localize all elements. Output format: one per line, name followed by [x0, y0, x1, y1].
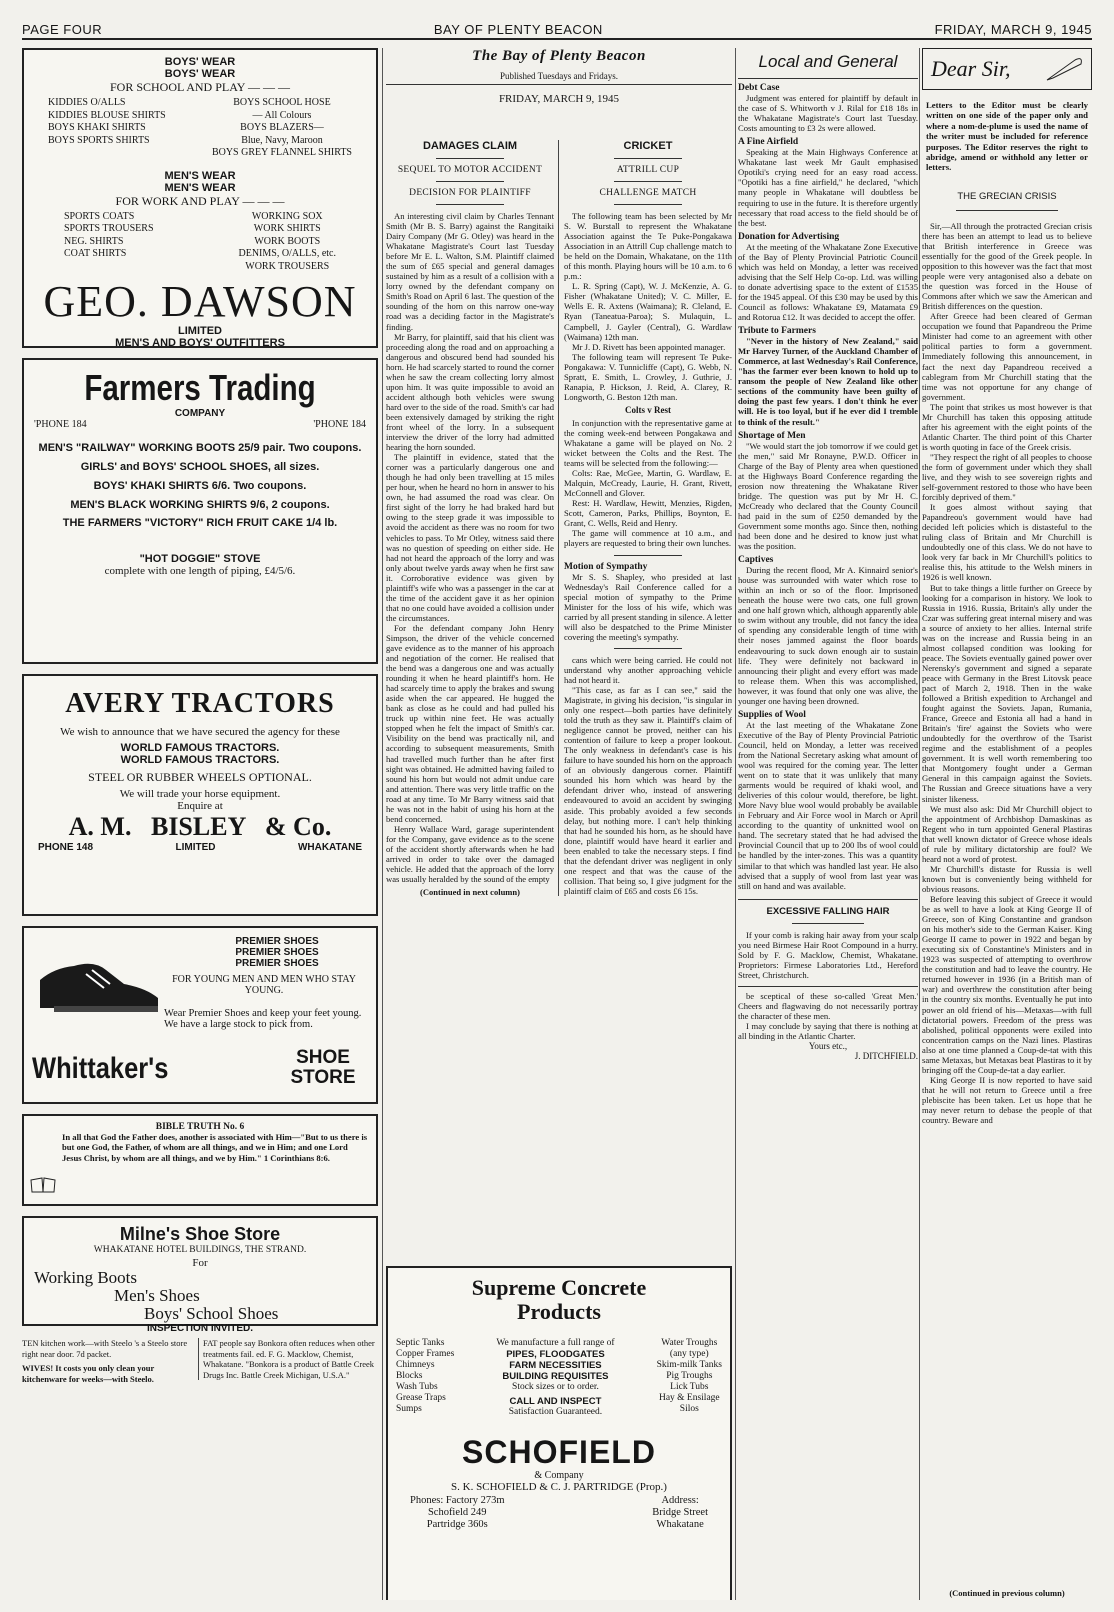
- list-item: Address:: [661, 1495, 699, 1506]
- milne-address: WHAKATANE HOTEL BUILDINGS, THE STRAND.: [93, 1245, 307, 1255]
- steelo-ad: [22, 1338, 190, 1384]
- paragraph: Henry Wallace Ward, garage superintendent for the Company, gave evidence as to the scene of the accident shortly afterwards when he had arrived in order to take over the damaged vehicle. He added that the approach of the lorry was usually heralded by the sound of the empty: [386, 823, 554, 885]
- article-sub: ATTRILL CUP: [616, 165, 680, 175]
- article-title: CRICKET: [623, 140, 673, 152]
- paragraph: Mr S. S. Shapley, who presided at last Wednesday's Rail Conference called for a special motion of sympathy to the Prime Minister for the loss of his wife, which was carried by all present standing in silence. A letter will also be despatched to the Prime Minister covering the meeting's sympathy.: [564, 571, 732, 642]
- shoe-icon: [34, 940, 164, 1020]
- section-heading: Shortage of Men: [738, 430, 806, 441]
- list-item: SPORTS COATS: [64, 210, 135, 222]
- hair-heading: EXCESSIVE FALLING HAIR: [766, 905, 890, 917]
- section-heading: Donation for Advertising: [738, 231, 840, 242]
- list-item: Hay & Ensilage: [658, 1393, 720, 1403]
- bible-text: In all that God the Father does, another is associated with Him—"But to us there is but one God, the Father, of whom are all things, and we in Him; and one Lord Jesus Christ, by whom are all things, and we by Him." 1 Corinthians 8:6.: [62, 1132, 368, 1163]
- list-item: WORK SHIRTS: [253, 223, 321, 234]
- milne-line1: Working Boots: [34, 1268, 137, 1287]
- avery-title: AVERY TRACTORS: [65, 688, 335, 719]
- premier-line: PREMIER SHOES: [235, 947, 319, 958]
- men-left-list: [64, 211, 154, 274]
- banner-text: Dear Sir,: [931, 56, 1011, 81]
- bisley-name: A. M. BISLEY & Co.: [68, 812, 332, 841]
- schofield-co: & Company: [534, 1470, 584, 1481]
- whittaker-name: Whittaker's: [32, 1052, 169, 1085]
- paragraph: During the recent flood, Mr A. Kinnaird senior's house was surrounded with water which rose to within an inch or so of the floor. Imprisoned beneath the house were two cats, one full grown and one half grown which, although apparently able to swim without any trouble, did not fancy the idea of spending any considerable length of time with their noses jammed against the floor boards endeavouring to suck down enough air to sustain life. They were definitely not backward in announcing their plight and every effort was made to release them. When this was accomplished, however, it was found that only one was alive, the younger one having been drowned.: [738, 565, 918, 706]
- men-title: MEN'S WEAR: [164, 169, 236, 182]
- list-item: KIDDIES BLOUSE SHIRTS: [48, 109, 166, 121]
- list-item: Blue, Navy, Maroon: [241, 134, 323, 146]
- section-heading: Captives: [738, 555, 774, 566]
- colts-heading: Colts v Rest: [625, 404, 671, 415]
- whittaker-ad: [22, 926, 378, 1104]
- paragraph: Rest: H. Wardlaw, Hewitt, Menzies, Rigden, Scott, Cameron, Parks, Phillips, Boynton, E. Grant, C. Wells, Reid and Henry.: [564, 498, 732, 529]
- men-right-list: [239, 211, 337, 274]
- schofield-address: [652, 1495, 708, 1531]
- list-item: Pig Troughs: [666, 1371, 713, 1381]
- concrete-title: Supreme Concrete Products: [471, 1275, 647, 1324]
- list-item: Silos: [679, 1404, 699, 1414]
- paragraph: For the defendant company John Henry Simpson, the driver of the vehicle concerned gave evidence as to the manner of his approach and negotiation of the corner. He realised that the bend was a dangerous one and was actually rounding it when he heard plaintiff's horn. He had scarcely time to apply the brakes and swung aside when the car appeared. He hugged the bank as close as he could and had pulled his truck up within nine feet. He was actually stopped when he felt the impact of Smith's car. Visibility on the bend was practically nil, and according to subsequent measurements, Smith had travelled much further than he after first sight was obtained. He admitted having failed to sound his horn but would not admit undue care and attention. There was very little traffic on the road at any time. To Mr Barry witness said that he was not in the habit of using his horn at the bend concerned.: [386, 622, 554, 824]
- list-item: We manufacture a full range of: [496, 1338, 615, 1348]
- supreme-concrete-ad: [386, 1266, 732, 1600]
- paragraph: At the meeting of the Whakatane Zone Executive of the Bay of Plenty Provincial Patriotic Council which was held on Monday, a letter was received advising that the Self Help Co-op. Ltd. was willing to donate advertising space to the extent of £1535 for the 1945 appeal. Of this £30 may be used by this Council as follows: Whakatane £9, Matamata £9 and Rotorua £12. It was decided to accept the offer.: [738, 241, 918, 323]
- news-column: [386, 48, 732, 1600]
- damages-article: [386, 140, 554, 897]
- bible-title: BIBLE TRUTH No. 6: [155, 1122, 245, 1132]
- dawson-limited: LIMITED: [178, 325, 222, 337]
- dawson-name: GEO. DAWSON: [43, 277, 357, 326]
- paragraph: The following team has been selected by Mr S. W. Burstall to represent the Whakatane Association against the Te Puke-Pongakawa Association in an Attrill Cup challenge match to be held on the Domain, Whakatane, on the 11th of this month. Playing hours will be 10 a.m. to 6 p.m.:: [564, 211, 732, 282]
- list-item: WORK BOOTS: [254, 235, 321, 247]
- list-item: Phones: Factory 273m: [410, 1495, 505, 1506]
- section-heading: Supplies of Wool: [738, 709, 806, 720]
- avery-world: WORLD FAMOUS TRACTORS.: [120, 742, 280, 754]
- article-sub2: DECISION FOR PLAINTIFF: [409, 188, 531, 198]
- list-item: Whakatane: [656, 1519, 704, 1530]
- paragraph: The plaintiff in evidence, stated that the corner was a particularly dangerous one and though he had only been travelling at 15 miles per hour, when he heard no horn in answer to his own, he had assumed the road was clear. On first sight of the lorry he had braked hard but owing to the steep grade it was impossible to avoid the accident as there was no room for two vehicles to pass. To Mr Otley, witness said there was no question of speeding on either side. He had not heard the approach of the lorry and was only about twelve yards away when he first saw it. Corroborative evidence was given by plaintiff's wife who was a passenger in the car at the time of the accident gave it as her opinion that no one could have avoided a collision under the circumstances.: [386, 452, 554, 623]
- schofield-phones: [410, 1495, 505, 1531]
- section-heading: A Fine Airfield: [738, 137, 799, 148]
- article-sub2: CHALLENGE MATCH: [599, 188, 697, 198]
- bisley-limited: LIMITED: [175, 842, 216, 853]
- farmers-title: Farmers Trading: [84, 367, 316, 408]
- sympathy-heading: Motion of Sympathy: [564, 561, 648, 572]
- shoe-word: SHOE: [296, 1047, 350, 1068]
- paragraph: I may conclude by saying that there is nothing at all binding in the Atlantic Charter.: [738, 1021, 918, 1042]
- list-item: Schofield 249: [427, 1507, 487, 1518]
- list-item: Grease Traps: [396, 1393, 446, 1403]
- milne-ad: [22, 1216, 378, 1334]
- list-item: — All Colours: [252, 109, 312, 121]
- letter-signature: J. DITCHFIELD.: [854, 1051, 918, 1062]
- bisley-phone: PHONE 148: [38, 842, 94, 853]
- paragraph: Judgment was entered for plaintiff by default in the case of S. Whitworth v J. Rilal for £18 18s in the Whakatane Magistrate's Court last Tuesday. Costs amounting to £3 2s were allowed.: [738, 93, 918, 134]
- boys-title: BOYS' WEAR: [164, 56, 236, 68]
- paragraph: be sceptical of these so-called 'Great Men.' Cheers and flagwaving do not necessarily portray the character of these men.: [738, 990, 918, 1021]
- milne-line2: Men's Shoes: [114, 1286, 200, 1305]
- paragraph: "We would start the job tomorrow if we could get the men," said Mr Ronayne, P.W.D. Officer in Charge of the Bay of Plenty area when questioned at the Highways Board Conference regarding the erosion now threatening the Whakatane River bridge. The question was put by Mr H. C. McCready who declared that the County Council had paid in the sum of £250 demanded by the Government some months ago. Since then, nothing had been done and he desired to know just what was the position.: [738, 440, 918, 552]
- list-item: Skim-milk Tanks: [656, 1360, 722, 1370]
- farmers-line: MEN'S "RAILWAY" WORKING BOOTS 25/9 pair. Two coupons.: [38, 442, 362, 454]
- list-item: Blocks: [396, 1371, 423, 1381]
- paragraph: Mr Barry, for plaintiff, said that his client was proceeding along the road and on approaching a dangerous and obscured bend had sounded his horn. He had scarcely started to round the corner when he saw the cream collecting lorry almost upon him. It was quite impossible to avoid an accident although both vehicles were swung hard over to the side of the road. Smith's car had been extensively damaged by striking the right front wheel of the lorry. In a subsequent interview the driver of the lorry had admitted hearing the horn sounded.: [386, 331, 554, 453]
- paragraph: L. R. Spring (Capt), W. J. McKenzie, A. G. Fisher (Whakatane United); V. C. Miller, E. Wells E. R. Axtens (Waimana); R. Cleland, E. Ryan (Taneatua-Paroa); S. Mulaquin, L. Campbell, J. Gayler (Central), G. Wardlaw (Waimana) 12th man.: [564, 281, 732, 342]
- list-item: Chimneys: [396, 1360, 435, 1370]
- local-title: Local and General: [758, 52, 898, 71]
- avery-tractors-ad: [22, 674, 378, 916]
- phone-left: 'PHONE 184: [34, 419, 87, 430]
- list-item: PIPES, FLOODGATES: [506, 1349, 605, 1360]
- steelo-text: TEN kitchen work—with Steelo 's a Steelo store right near door. 7d packet.: [22, 1338, 188, 1359]
- paragraph: "This case, as far as I can see," said the Magistrate, in giving his decision, "is singular in only one respect—both parties have definitely told the truth as they saw it. Plaintiff's claim of negligence cannot be proved, neither can his contention of failure to keep a proper lookout. The only weakness in defendant's case is his failure to have sounded his horn on the approach of an obviously dangerous corner. Plaintiff sounded his horn which was heard by the defendant driver who, instead of answering endeavoured to avoid an accident by swinging aside. This probably avoided a few seconds delay, but nothing more. I can't help thinking that had he sounded his horn, as he should have done, plaintiff would have heard it earlier and been enabled to take the necessary steps. I find that the defendant driver was negligent in only one respect and that was the cause of the collision. That being so, I give judgment for the plaintiff claim of £65 and costs £6 15s.: [564, 684, 732, 896]
- dawson-ad: [22, 48, 378, 348]
- boys-left-list: [48, 97, 166, 160]
- bonkora-text: FAT people say Bonkora often reduces when other treatments fail. ed. F. G. Macklow, Chemist, Whakatane. "Bonkora is a product of Battle Creek Drugs Inc. Battle Creek Michigan, U.S.A.": [203, 1338, 375, 1380]
- boys-right-list: [212, 97, 352, 160]
- list-item: Partridge 360s: [426, 1519, 488, 1530]
- list-item: (any type): [669, 1349, 709, 1359]
- paragraph: We must also ask: Did Mr Churchill object to the appointment of Archbishop Damaskinas as Regent who in turn appointed General Plastiras that well known dictator of Greece whose ideals of rule by military dictatorship are foul? We heard not a word of protest.: [922, 803, 1092, 864]
- paragraph: The following team will represent Te Puke-Pongakawa: V. Tunnicliffe (Capt), G. Webb, N. Spratt, E. Smith, L. Crowley, J. Guthrie, J. Ranapia, P. Hickson, J. Reid, A. Clarey, R. Longworth, G. Beston 12th man.: [564, 351, 732, 402]
- farmers-company: COMPANY: [174, 408, 226, 419]
- steelo-wives: WIVES! It costs you only clean your kitchenware for weeks—with Steelo.: [22, 1363, 155, 1384]
- schofield-name: SCHOFIELD: [462, 1434, 656, 1470]
- milne-for: For: [192, 1257, 208, 1269]
- continued-note: (Continued in previous column): [922, 1588, 1092, 1598]
- farmers-trading-ad: [22, 358, 378, 664]
- list-item: Stock sizes or to order.: [512, 1382, 599, 1392]
- publication-note: Published Tuesdays and Fridays.: [499, 71, 618, 81]
- article-sub: SEQUEL TO MOTOR ACCIDENT: [397, 165, 543, 175]
- paragraph: It goes almost without saying that Papandreou's government would have had decided left policies which is distasteful to the ruling class of Britain and Mr Churchill is undoubtedly one of this class. We do not have to look very far back in Mr Churchill's politics to realise this, his attitude to the Welsh miners in 1926 is well known.: [922, 502, 1092, 583]
- letter-body: [922, 221, 1092, 1125]
- avery-wheels: STEEL OR RUBBER WHEELS OPTIONAL.: [88, 770, 312, 784]
- list-item: Lick Tubs: [670, 1382, 709, 1392]
- bisley-place: WHAKATANE: [297, 842, 362, 853]
- boys-sub: FOR SCHOOL AND PLAY — — —: [109, 80, 291, 94]
- letters-note: Letters to the Editor must be clearly written on one side of the paper only and where a nom-de-plume is used the name of the writer must be included for reference purposes. The Editor reserves the right to abridge, amend or withhold any letter or letters.: [926, 100, 1088, 173]
- list-item: Bridge Street: [652, 1507, 708, 1518]
- list-item: FARM NECESSITIES: [509, 1360, 602, 1371]
- dear-sir-banner: [922, 48, 1092, 90]
- paper-name: BAY OF PLENTY BEACON: [433, 22, 603, 37]
- section-heading: Debt Case: [738, 83, 780, 93]
- paragraph: Mr Churchill's distaste for Russia is well known but is conveniently being withheld for obvious reasons.: [922, 863, 1092, 894]
- list-item: KIDDIES O/ALLS: [48, 97, 126, 108]
- paragraph: The game will commence at 10 a.m., and players are requested to bring their own lunches.: [564, 528, 732, 549]
- whittaker-wear: Wear Premier Shoes and keep your feet young. We have a large stock to pick from.: [164, 1008, 362, 1030]
- list-item: WORKING SOX: [251, 210, 323, 222]
- paragraph: But to take things a little further on Greece by looking for a comparison in history. We look to Russia in 1916. Russia, Britain's ally under the Czar was suffering great internal misery and was a source of anxiety to her allies. Internal strife was on the increase and Russia being in an almost collapsed condition was looking for peace. The Soviets eventually gained power over Nerensky's government and signed a separate peace with Germany in the Brest Litovsk peace pact of March 2, 1918. Then in the wake followed a British expedition to Archangel and fought against the Soviets. Japan, Rumania, France, Greece and Estonia all had a hand in Britain's 'fire' against the Soviets who were undoubtedly for the overthrow of the Tsarist regime and the establishment of a peoples government. It is well worth remembering too that Montgomery fought under a German General in this campaign against the Soviets. The Russian and Greece situations have a very sinister likeness.: [922, 582, 1092, 804]
- stove-title: "HOT DOGGIE" STOVE: [139, 553, 261, 565]
- cricket-article: [558, 140, 732, 896]
- store-word: STORE: [290, 1067, 356, 1088]
- men-sub: FOR WORK AND PLAY — — —: [115, 193, 285, 208]
- paragraph: Sir,—All through the protracted Grecian crisis there has been an attempt to lead us to believe that British interference in Greece was essentially for the good of the Greek people. In opposition to this however was the fact that most people were very antagonised also a debate on the question was forced in the House of Commons after which we saw the American and British differences on the question.: [922, 220, 1092, 312]
- list-item: BOYS SPORTS SHIRTS: [48, 134, 150, 146]
- paragraph: The point that strikes us most however is that Mr Churchill has taken this opposing attitude after his agreement with the eight points of the Atlantic Charter. The third point of this Charter is worth quoting in face of the Greek crisis.: [922, 401, 1092, 452]
- page-header: [22, 22, 1092, 40]
- list-item: NEG. SHIRTS: [64, 235, 124, 247]
- concrete-mid: [495, 1338, 615, 1418]
- premier-line: PREMIER SHOES: [235, 958, 319, 969]
- list-item: BOYS SCHOOL HOSE: [233, 97, 331, 108]
- whittaker-for: FOR YOUNG MEN AND MEN WHO STAY YOUNG.: [172, 974, 356, 996]
- section-heading: Tribute to Farmers: [738, 326, 816, 337]
- list-item: BUILDING REQUISITES: [502, 1371, 609, 1382]
- continued-note: (Continued in next column): [420, 887, 520, 898]
- letter-title: THE GRECIAN CRISIS: [957, 190, 1057, 202]
- farmers-line: THE FARMERS "VICTORY" RICH FRUIT CAKE 1/4 lb.: [62, 517, 338, 529]
- paragraph: After Greece had been cleared of German occupation we found that Papandreou the Prime Minister had come to an agreement with other political parties to form a government. Immediately following this announcement, in fact the next day Papandreou received a cablegram from Mr Churchill stating that the time was not opportune for any change of government.: [922, 311, 1092, 402]
- paragraph: An interesting civil claim by Charles Tennant Smith (Mr B. S. Barry) against the Rangitaiki Dairy Company (Mr G. Otley) was heard in the Whakatane Magistrate's Court last Tuesday before Mr E. L. Walton, S.M. Plaintiff claimed the sum of £65 special and general damages sustained by him as a result of a collision with a lorry owned by the defendant company on Smith's Road on April 6 last. The question of the sounding of the horn on this narrow one-way road was a deciding factor in the Magistrate's finding.: [386, 211, 554, 332]
- list-item: CALL AND INSPECT: [509, 1396, 602, 1407]
- milne-inspection: INSPECTION INVITED.: [146, 1323, 254, 1334]
- milne-title: Milne's Shoe Store: [119, 1224, 281, 1244]
- list-item: SPORTS TROUSERS: [64, 223, 154, 234]
- paragraph: Colts: Rae, McGee, Martin, G. Wardlaw, E. Malquin, McCready, Laurie, H. Grant, Rivett, McConnell and Glover.: [564, 468, 732, 499]
- stove-sub: complete with one length of piping, £4/5/6.: [104, 565, 296, 577]
- paragraph: King George II is now reported to have said that he will not return to Greece until a free plebiscite has been taken. Let us hope that he may never return to debase the people of that country. Beware and: [922, 1074, 1092, 1126]
- local-items: [738, 83, 918, 891]
- shoe-store: [280, 1048, 366, 1088]
- masthead: The Bay of Plenty Beacon: [472, 48, 646, 64]
- paragraph: "Never in the history of New Zealand," said Mr Harvey Turner, of the Auckland Chamber of Commerce, at last Wednesday's Rail Conference, "has the farmer ever been known to hold up to ransom the people of New Zealand like other sections of the community have been guilty of doing the past few years. I don't think he ever will. He is too loyal, but if he ever did I tremble to think of the result.": [738, 336, 918, 427]
- premier-line: PREMIER SHOES: [235, 936, 319, 947]
- avery-trade: We will trade your horse equipment.: [119, 788, 281, 800]
- bible-truth-ad: [22, 1114, 378, 1206]
- list-item: COAT SHIRTS: [64, 248, 127, 259]
- letters-column: [922, 48, 1092, 1600]
- hair-ad-text: If your comb is raking hair away from your scalp you need Birmese Hair Root Compound in a hurry. Sold by F. G. Macklow, Chemist, Whakatane. Proprietors: Firmese Laboratories Ltd., Hereford Street, Christchurch.: [738, 929, 918, 980]
- list-item: BOYS KHAKI SHIRTS: [48, 122, 146, 133]
- paragraph: In conjunction with the representative game at the coming week-end between Pongakawa and Whakatane a game will be played on No. 2 wicket between the Colts and the Rest. The teams will be selected from the following:—: [564, 417, 732, 469]
- list-item: Copper Frames: [396, 1349, 455, 1359]
- paragraph: Mr J. D. Rivett has been appointed manager.: [572, 341, 726, 352]
- paragraph: cans which were being carried. He could not understand why another approaching vehicle had not heard it.: [564, 654, 732, 685]
- list-item: WORK TROUSERS: [245, 260, 330, 272]
- avery-enquire: Enquire at: [177, 800, 223, 812]
- list-item: Sumps: [396, 1404, 422, 1414]
- bonkora-ad: [198, 1338, 378, 1380]
- avery-intro: We wish to announce that we have secured the agency for these: [60, 726, 340, 738]
- paragraph: At the last meeting of the Whakatane Zone Executive of the Bay of Plenty Provincial Patriotic Council, held on Monday, a letter was received from the National Secretary asking what amount of wool was required for the coming year. The letter went on to state that it was unlikely that many garments would be required of khaki wool, and deliveries of this colour would, therefore, be light. More Navy blue wool would probably be available in February and Air Force wool in March or April according to the quantity of unknitted wool on hand. The secretary stated that he had advised the Provincial Council that up to 200 lbs of wool could be handled by the inter-zones. This was a quantity similar to that which was handled last year. He also advised that a supply of wool from last year was still on hand and was available.: [738, 719, 918, 891]
- men-title-echo: MEN'S WEAR: [164, 181, 236, 194]
- page-date: FRIDAY, MARCH 9, 1945: [934, 22, 1092, 37]
- list-item: Water Troughs: [661, 1338, 718, 1348]
- farmers-line: GIRLS' and BOYS' SCHOOL SHOES, all sizes.: [80, 461, 320, 473]
- schofield-props: S. K. SCHOFIELD & C. J. PARTRIDGE (Prop.): [451, 1481, 667, 1493]
- issue-date: FRIDAY, MARCH 9, 1945: [498, 93, 620, 105]
- farmers-line: MEN'S BLACK WORKING SHIRTS 9/6, 2 coupons.: [70, 499, 330, 511]
- boys-title-echo: BOYS' WEAR: [164, 68, 236, 80]
- list-item: BOYS BLAZERS—: [240, 122, 324, 133]
- farmers-line: BOYS' KHAKI SHIRTS 6/6. Two coupons.: [93, 480, 307, 492]
- avery-world-echo: WORLD FAMOUS TRACTORS.: [120, 754, 280, 766]
- list-item: BOYS GREY FLANNEL SHIRTS: [211, 147, 352, 158]
- ads-column: [22, 48, 378, 1600]
- letter-yours: Yours etc.,: [808, 1041, 848, 1052]
- paragraph: Before leaving this subject of Greece it would be as well to have a look at King George II of Greece, son of King Constantine and grandson on his mother's side to the German Kaiser. King George II came to power in 1922 and began by executing six of Constantine's Ministers and in 1923 was suspected of attempting to overthrow the constitution and had to leave the country. He returned however in 1936 (in a British man of war) and overthrew the constitution after being in the country six months. Eventually he put into power an old friend of his—Metaxas—with full dictatorial powers. Freedom of the press was abolished, political opponents were exiled into concentration camps on the Nazi lines. Plastiras also at one time planned a Coup-de-tat with this same Metaxas, but Metaxas beat Plastiras to it by bringing off the Coup-de-tat a day earlier.: [922, 893, 1092, 1075]
- list-item: Satisfaction Guaranteed.: [508, 1407, 603, 1417]
- dawson-tagline: MEN'S AND BOYS' OUTFITTERS: [115, 337, 285, 349]
- page-number: PAGE FOUR: [22, 22, 103, 37]
- list-item: Septic Tanks: [396, 1338, 445, 1348]
- open-book-icon: [30, 1176, 56, 1194]
- paragraph: "They respect the right of all peoples to choose the form of government under which they shall live, and they wish to see sovereign rights and self-government restored to those who have been forcibly deprived of them.": [922, 451, 1092, 503]
- concrete-right: [657, 1338, 722, 1418]
- quill-pen-icon: [1045, 56, 1085, 82]
- list-item: Wash Tubs: [396, 1382, 438, 1392]
- article-title: DAMAGES CLAIM: [422, 140, 518, 152]
- phone-right: 'PHONE 184: [313, 419, 366, 430]
- concrete-left: [396, 1338, 454, 1418]
- local-general-column: [738, 48, 918, 1600]
- list-item: DENIMS, O/ALLS, etc.: [238, 248, 336, 259]
- paragraph: Speaking at the Main Highways Conference at Whakatane last week Mr Gault emphasised Opotiki's crying need for an easy road access. "Opotiki has a fine airfield," he declared, "which many people in Whakatane will doubtless be requiring to use in the future. It is therefore urgently necessary that road access to the field should be of the best.: [738, 147, 918, 228]
- milne-line3: Boys' School Shoes: [144, 1304, 279, 1323]
